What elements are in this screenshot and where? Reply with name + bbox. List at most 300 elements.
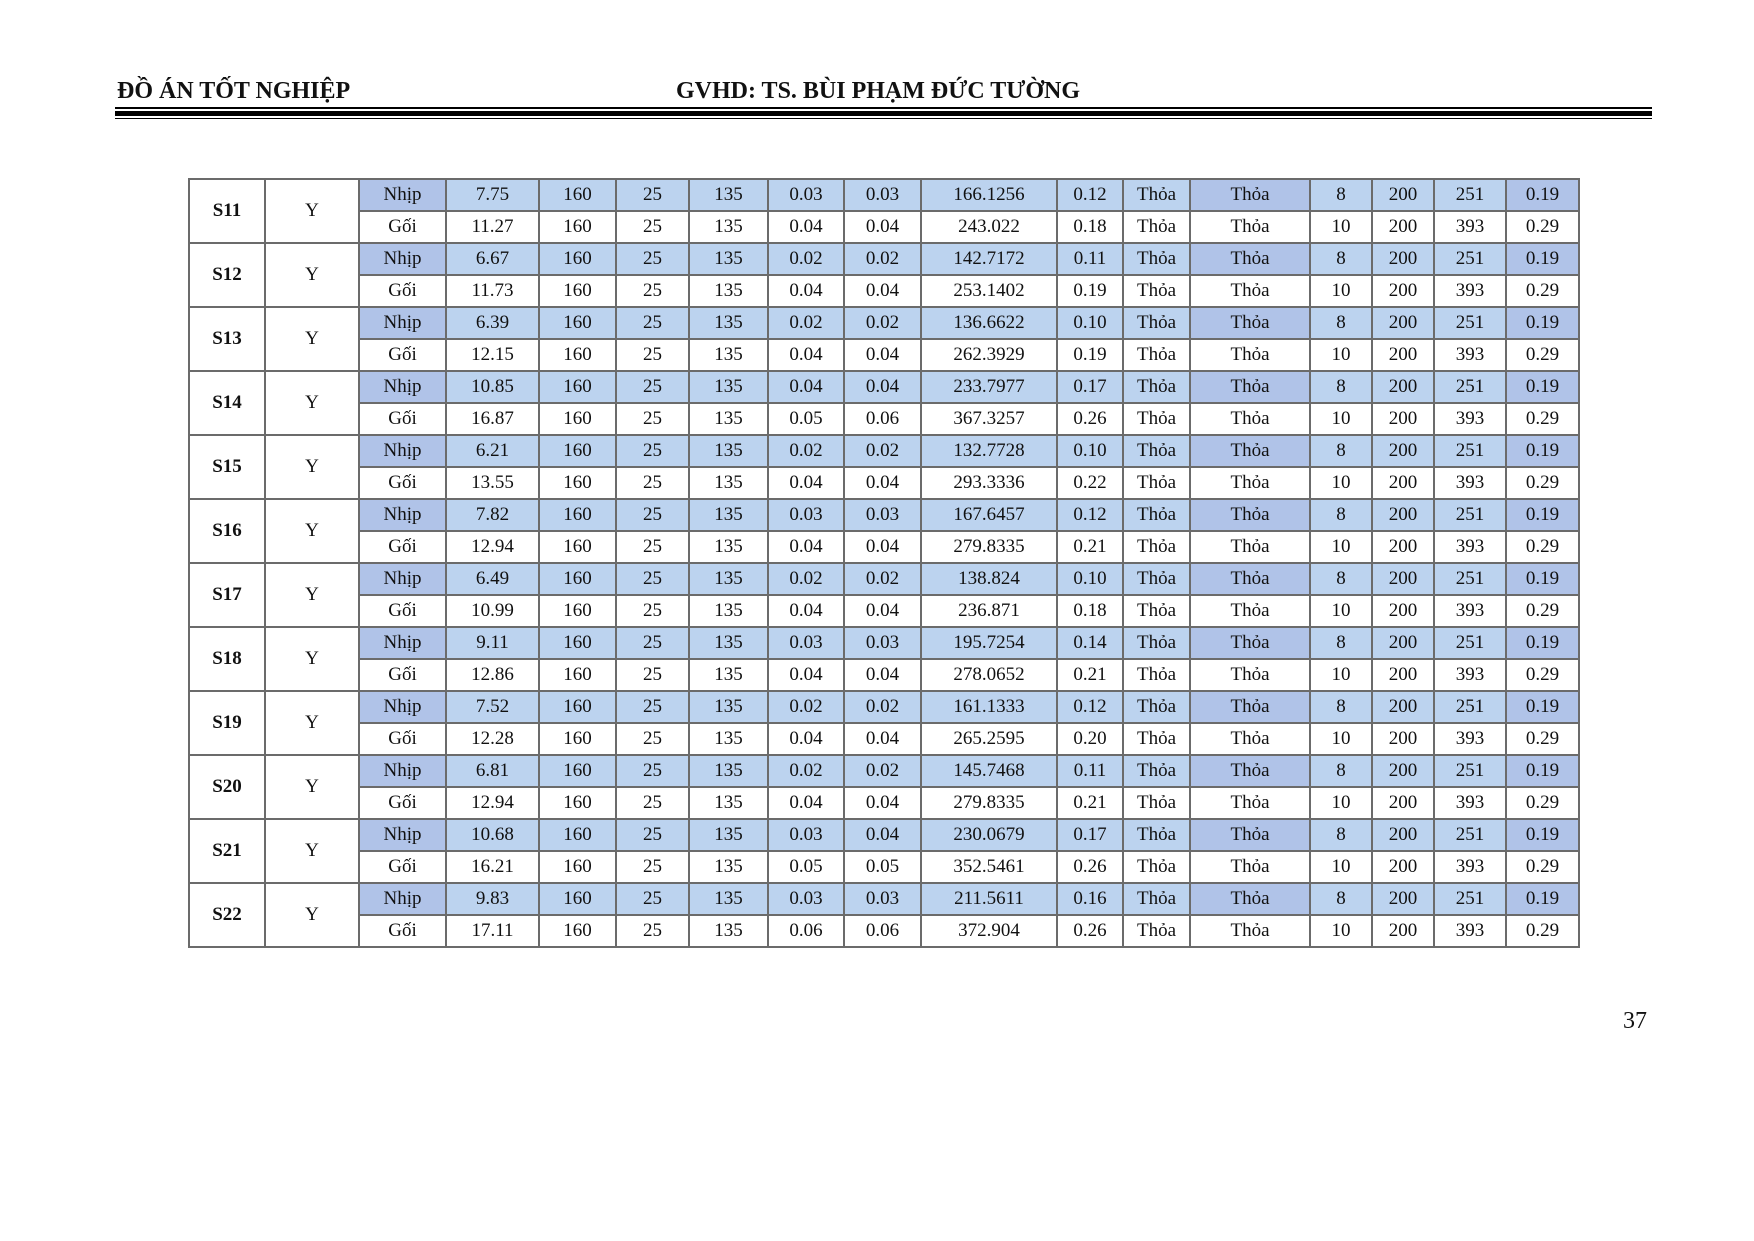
- table-cell: 236.871: [921, 595, 1057, 627]
- table-cell: 135: [689, 339, 768, 371]
- table-cell: 25: [616, 659, 689, 691]
- position-label: Gối: [359, 659, 446, 691]
- direction-label: Y: [265, 627, 359, 691]
- table-cell: 0.02: [768, 243, 844, 275]
- table-cell: 135: [689, 275, 768, 307]
- table-cell: 8: [1310, 243, 1372, 275]
- table-cell: 0.12: [1057, 499, 1123, 531]
- table-cell: Thỏa: [1190, 307, 1310, 339]
- position-label: Nhịp: [359, 307, 446, 339]
- table-cell: 200: [1372, 627, 1434, 659]
- table-cell: 251: [1434, 179, 1506, 211]
- table-cell: 10: [1310, 659, 1372, 691]
- table-cell: Thỏa: [1190, 787, 1310, 819]
- table-cell: 0.29: [1506, 595, 1579, 627]
- slab-label: S16: [189, 499, 265, 563]
- table-cell: 10: [1310, 339, 1372, 371]
- table-cell: 200: [1372, 403, 1434, 435]
- table-row: [189, 659, 1579, 691]
- table-body: [189, 179, 1579, 947]
- position-label: Gối: [359, 915, 446, 947]
- table-cell: 135: [689, 243, 768, 275]
- position-label: Nhịp: [359, 499, 446, 531]
- table-cell: Thỏa: [1123, 563, 1190, 595]
- table-cell: 8: [1310, 819, 1372, 851]
- table-cell: 0.04: [844, 371, 921, 403]
- table-cell: 160: [539, 627, 616, 659]
- table-cell: 0.04: [768, 723, 844, 755]
- table-cell: Thỏa: [1190, 627, 1310, 659]
- table-cell: Thỏa: [1190, 371, 1310, 403]
- table-cell: 0.04: [844, 211, 921, 243]
- table-cell: 160: [539, 307, 616, 339]
- table-row: [189, 915, 1579, 947]
- table-cell: 200: [1372, 755, 1434, 787]
- table-cell: 0.19: [1506, 563, 1579, 595]
- table-cell: 251: [1434, 883, 1506, 915]
- table-cell: 0.05: [768, 403, 844, 435]
- position-label: Gối: [359, 339, 446, 371]
- table-cell: 8: [1310, 499, 1372, 531]
- table-cell: 10: [1310, 531, 1372, 563]
- table-cell: 0.20: [1057, 723, 1123, 755]
- table-cell: 253.1402: [921, 275, 1057, 307]
- table-cell: 200: [1372, 691, 1434, 723]
- table-cell: 230.0679: [921, 819, 1057, 851]
- table-cell: 8: [1310, 691, 1372, 723]
- table-cell: 200: [1372, 563, 1434, 595]
- table-cell: 393: [1434, 723, 1506, 755]
- table-cell: 0.29: [1506, 787, 1579, 819]
- position-label: Gối: [359, 787, 446, 819]
- table-cell: 8: [1310, 179, 1372, 211]
- table-cell: 25: [616, 371, 689, 403]
- table-cell: 160: [539, 723, 616, 755]
- table-cell: 0.10: [1057, 307, 1123, 339]
- table-cell: 251: [1434, 755, 1506, 787]
- table-cell: 0.19: [1057, 339, 1123, 371]
- table-cell: Thỏa: [1190, 691, 1310, 723]
- table-cell: 393: [1434, 659, 1506, 691]
- table-cell: 25: [616, 179, 689, 211]
- table-cell: 135: [689, 499, 768, 531]
- table-row: [189, 371, 1579, 403]
- table-cell: 0.10: [1057, 435, 1123, 467]
- table-cell: 0.18: [1057, 595, 1123, 627]
- table-cell: 293.3336: [921, 467, 1057, 499]
- table-cell: 0.03: [844, 627, 921, 659]
- table-cell: 0.04: [768, 659, 844, 691]
- table-cell: 25: [616, 723, 689, 755]
- table-cell: Thỏa: [1123, 755, 1190, 787]
- slab-label: S11: [189, 179, 265, 243]
- table-cell: 0.04: [768, 531, 844, 563]
- table-cell: 0.29: [1506, 723, 1579, 755]
- position-label: Nhịp: [359, 691, 446, 723]
- table-cell: 393: [1434, 275, 1506, 307]
- table-cell: 0.05: [844, 851, 921, 883]
- table-cell: 211.5611: [921, 883, 1057, 915]
- header-rule-thin-bottom: [115, 118, 1652, 119]
- table-cell: Thỏa: [1123, 787, 1190, 819]
- table-cell: 251: [1434, 819, 1506, 851]
- table-cell: 200: [1372, 275, 1434, 307]
- table-row: [189, 787, 1579, 819]
- table-row: [189, 403, 1579, 435]
- table-cell: 0.22: [1057, 467, 1123, 499]
- table-cell: 0.17: [1057, 371, 1123, 403]
- table-cell: 160: [539, 755, 616, 787]
- table-cell: 160: [539, 595, 616, 627]
- table-cell: 0.26: [1057, 403, 1123, 435]
- position-label: Nhịp: [359, 755, 446, 787]
- table-cell: 25: [616, 307, 689, 339]
- table-cell: 10: [1310, 467, 1372, 499]
- table-cell: 11.73: [446, 275, 539, 307]
- table-row: [189, 627, 1579, 659]
- table-row: [189, 435, 1579, 467]
- table-cell: 0.06: [768, 915, 844, 947]
- table-cell: Thỏa: [1190, 275, 1310, 307]
- table-cell: 145.7468: [921, 755, 1057, 787]
- table-cell: 160: [539, 275, 616, 307]
- table-cell: Thỏa: [1190, 435, 1310, 467]
- table-cell: 0.21: [1057, 531, 1123, 563]
- table-cell: 200: [1372, 339, 1434, 371]
- table-cell: Thỏa: [1123, 723, 1190, 755]
- table-cell: 160: [539, 787, 616, 819]
- table-cell: 0.02: [768, 563, 844, 595]
- table-cell: 0.19: [1506, 691, 1579, 723]
- table-cell: Thỏa: [1123, 691, 1190, 723]
- table-cell: 160: [539, 659, 616, 691]
- table-row: [189, 819, 1579, 851]
- table-cell: 0.06: [844, 403, 921, 435]
- table-cell: 0.29: [1506, 915, 1579, 947]
- table-cell: 0.29: [1506, 275, 1579, 307]
- table-cell: 25: [616, 467, 689, 499]
- table-cell: 25: [616, 275, 689, 307]
- table-cell: Thỏa: [1123, 403, 1190, 435]
- table-cell: 0.29: [1506, 403, 1579, 435]
- slab-label: S19: [189, 691, 265, 755]
- table-cell: 0.04: [844, 819, 921, 851]
- table-row: [189, 563, 1579, 595]
- table-row: [189, 339, 1579, 371]
- table-cell: 25: [616, 563, 689, 595]
- table-cell: 135: [689, 371, 768, 403]
- table-cell: 0.04: [768, 371, 844, 403]
- table-cell: 135: [689, 563, 768, 595]
- table-cell: 8: [1310, 755, 1372, 787]
- table-cell: 135: [689, 723, 768, 755]
- table-cell: 25: [616, 531, 689, 563]
- table-cell: 0.19: [1506, 627, 1579, 659]
- table-cell: 262.3929: [921, 339, 1057, 371]
- table-cell: 135: [689, 435, 768, 467]
- position-label: Nhịp: [359, 371, 446, 403]
- table-cell: 0.12: [1057, 691, 1123, 723]
- slab-label: S17: [189, 563, 265, 627]
- table-cell: 7.52: [446, 691, 539, 723]
- table-cell: 0.19: [1506, 371, 1579, 403]
- table-cell: 135: [689, 595, 768, 627]
- table-cell: 200: [1372, 531, 1434, 563]
- table-cell: 265.2595: [921, 723, 1057, 755]
- table-cell: 0.03: [844, 883, 921, 915]
- table-cell: 135: [689, 467, 768, 499]
- table-cell: Thỏa: [1190, 659, 1310, 691]
- table-row: [189, 243, 1579, 275]
- table-cell: 25: [616, 755, 689, 787]
- table-cell: Thỏa: [1190, 563, 1310, 595]
- table-cell: 0.02: [768, 307, 844, 339]
- table-cell: 135: [689, 211, 768, 243]
- table-cell: Thỏa: [1190, 403, 1310, 435]
- table-cell: 160: [539, 339, 616, 371]
- table-cell: 8: [1310, 627, 1372, 659]
- table-cell: Thỏa: [1123, 499, 1190, 531]
- table-cell: 200: [1372, 723, 1434, 755]
- table-cell: 233.7977: [921, 371, 1057, 403]
- table-cell: 393: [1434, 851, 1506, 883]
- table-cell: 9.83: [446, 883, 539, 915]
- table-cell: 8: [1310, 371, 1372, 403]
- table-cell: 393: [1434, 403, 1506, 435]
- table-cell: 135: [689, 403, 768, 435]
- table-cell: 200: [1372, 595, 1434, 627]
- table-cell: 0.03: [768, 179, 844, 211]
- table-cell: 200: [1372, 499, 1434, 531]
- table-cell: 12.28: [446, 723, 539, 755]
- table-cell: 10: [1310, 723, 1372, 755]
- table-row: [189, 755, 1579, 787]
- position-label: Gối: [359, 851, 446, 883]
- header-rule-thick: [115, 111, 1652, 116]
- table-cell: 0.16: [1057, 883, 1123, 915]
- table-cell: 160: [539, 179, 616, 211]
- table-cell: Thỏa: [1123, 659, 1190, 691]
- table-cell: 0.26: [1057, 915, 1123, 947]
- table-cell: 8: [1310, 883, 1372, 915]
- table-cell: 352.5461: [921, 851, 1057, 883]
- direction-label: Y: [265, 179, 359, 243]
- table-cell: Thỏa: [1190, 915, 1310, 947]
- position-label: Nhịp: [359, 627, 446, 659]
- table-row: [189, 851, 1579, 883]
- slab-label: S15: [189, 435, 265, 499]
- table-cell: 0.19: [1506, 499, 1579, 531]
- table-cell: 142.7172: [921, 243, 1057, 275]
- table-row: [189, 499, 1579, 531]
- table-cell: 161.1333: [921, 691, 1057, 723]
- position-label: Nhịp: [359, 883, 446, 915]
- table-cell: 6.21: [446, 435, 539, 467]
- slab-label: S12: [189, 243, 265, 307]
- table-cell: Thỏa: [1190, 883, 1310, 915]
- table-cell: 393: [1434, 595, 1506, 627]
- table-cell: 0.29: [1506, 851, 1579, 883]
- table-cell: 9.11: [446, 627, 539, 659]
- table-cell: 25: [616, 403, 689, 435]
- table-cell: Thỏa: [1190, 851, 1310, 883]
- position-label: Nhịp: [359, 243, 446, 275]
- table-row: [189, 691, 1579, 723]
- results-table: [188, 178, 1580, 948]
- table-cell: 160: [539, 691, 616, 723]
- direction-label: Y: [265, 883, 359, 947]
- table-cell: 13.55: [446, 467, 539, 499]
- table-cell: 200: [1372, 243, 1434, 275]
- slab-label: S20: [189, 755, 265, 819]
- table-cell: 0.19: [1057, 275, 1123, 307]
- table-cell: 393: [1434, 339, 1506, 371]
- table-cell: 10: [1310, 787, 1372, 819]
- slab-label: S21: [189, 819, 265, 883]
- table-cell: 160: [539, 883, 616, 915]
- table-cell: 0.03: [844, 499, 921, 531]
- table-cell: 25: [616, 851, 689, 883]
- table-cell: 0.18: [1057, 211, 1123, 243]
- table-cell: 0.04: [844, 787, 921, 819]
- table-cell: 0.06: [844, 915, 921, 947]
- table-cell: 7.82: [446, 499, 539, 531]
- table-cell: Thỏa: [1123, 467, 1190, 499]
- table-cell: 0.29: [1506, 659, 1579, 691]
- header-right-title: GVHD: TS. BÙI PHẠM ĐỨC TƯỜNG: [676, 78, 1081, 104]
- table-cell: 16.21: [446, 851, 539, 883]
- table-cell: 0.04: [844, 595, 921, 627]
- table-cell: 0.02: [768, 755, 844, 787]
- table-cell: 200: [1372, 851, 1434, 883]
- header-left-title: ĐỒ ÁN TỐT NGHIỆP: [117, 78, 351, 104]
- table-cell: 25: [616, 499, 689, 531]
- table-cell: 12.86: [446, 659, 539, 691]
- table-cell: 135: [689, 627, 768, 659]
- table-cell: Thỏa: [1190, 723, 1310, 755]
- table-cell: 195.7254: [921, 627, 1057, 659]
- table-cell: Thỏa: [1123, 819, 1190, 851]
- table-cell: Thỏa: [1123, 851, 1190, 883]
- table-row: [189, 307, 1579, 339]
- table-cell: 135: [689, 915, 768, 947]
- direction-label: Y: [265, 307, 359, 371]
- table-cell: Thỏa: [1123, 627, 1190, 659]
- table-cell: 279.8335: [921, 787, 1057, 819]
- table-cell: Thỏa: [1123, 307, 1190, 339]
- position-label: Gối: [359, 275, 446, 307]
- table-cell: 167.6457: [921, 499, 1057, 531]
- table-cell: 200: [1372, 435, 1434, 467]
- table-cell: 17.11: [446, 915, 539, 947]
- table-cell: 135: [689, 755, 768, 787]
- table-cell: 135: [689, 851, 768, 883]
- table-cell: 0.02: [768, 435, 844, 467]
- table-row: [189, 595, 1579, 627]
- table-cell: 0.19: [1506, 883, 1579, 915]
- table-cell: 135: [689, 179, 768, 211]
- table-cell: 0.12: [1057, 179, 1123, 211]
- table-cell: 0.04: [844, 339, 921, 371]
- table-cell: 200: [1372, 883, 1434, 915]
- table-cell: 278.0652: [921, 659, 1057, 691]
- table-cell: 160: [539, 435, 616, 467]
- table-cell: 160: [539, 371, 616, 403]
- table-cell: 8: [1310, 563, 1372, 595]
- table-cell: 393: [1434, 787, 1506, 819]
- table-cell: 0.26: [1057, 851, 1123, 883]
- table-cell: 10: [1310, 915, 1372, 947]
- table-cell: Thỏa: [1190, 467, 1310, 499]
- table-cell: 0.03: [768, 627, 844, 659]
- table-cell: 138.824: [921, 563, 1057, 595]
- table-cell: 25: [616, 787, 689, 819]
- table-cell: 0.21: [1057, 659, 1123, 691]
- table-cell: 0.29: [1506, 467, 1579, 499]
- table-cell: 0.19: [1506, 179, 1579, 211]
- table-cell: 10.85: [446, 371, 539, 403]
- direction-label: Y: [265, 243, 359, 307]
- table-cell: 0.02: [844, 563, 921, 595]
- table-cell: Thỏa: [1123, 371, 1190, 403]
- table-cell: 0.04: [768, 211, 844, 243]
- table-cell: 0.05: [768, 851, 844, 883]
- direction-label: Y: [265, 563, 359, 627]
- slab-label: S22: [189, 883, 265, 947]
- table-cell: 0.03: [844, 179, 921, 211]
- table-cell: Thỏa: [1123, 339, 1190, 371]
- table-cell: 251: [1434, 371, 1506, 403]
- table-cell: 251: [1434, 499, 1506, 531]
- table-cell: 0.03: [768, 883, 844, 915]
- table-cell: 12.94: [446, 787, 539, 819]
- table-cell: 0.04: [844, 723, 921, 755]
- table-cell: 0.19: [1506, 755, 1579, 787]
- direction-label: Y: [265, 819, 359, 883]
- table-cell: 0.19: [1506, 307, 1579, 339]
- table-cell: 0.29: [1506, 339, 1579, 371]
- table-cell: 0.02: [844, 243, 921, 275]
- table-cell: 25: [616, 595, 689, 627]
- table-cell: 10: [1310, 595, 1372, 627]
- position-label: Nhịp: [359, 179, 446, 211]
- table-cell: 367.3257: [921, 403, 1057, 435]
- table-cell: 160: [539, 499, 616, 531]
- table-cell: 135: [689, 787, 768, 819]
- table-cell: Thỏa: [1190, 179, 1310, 211]
- table-cell: 25: [616, 339, 689, 371]
- table-cell: 0.02: [768, 691, 844, 723]
- position-label: Gối: [359, 723, 446, 755]
- table-cell: 0.04: [768, 787, 844, 819]
- table-cell: 0.17: [1057, 819, 1123, 851]
- table-cell: 243.022: [921, 211, 1057, 243]
- table-cell: 6.39: [446, 307, 539, 339]
- table-cell: Thỏa: [1123, 211, 1190, 243]
- position-label: Gối: [359, 531, 446, 563]
- table-cell: 135: [689, 659, 768, 691]
- table-cell: 6.49: [446, 563, 539, 595]
- table-cell: 11.27: [446, 211, 539, 243]
- table-cell: 0.02: [844, 755, 921, 787]
- table-cell: Thỏa: [1123, 883, 1190, 915]
- table-cell: 160: [539, 531, 616, 563]
- table-cell: 25: [616, 627, 689, 659]
- slab-label: S14: [189, 371, 265, 435]
- position-label: Gối: [359, 211, 446, 243]
- table-cell: 0.04: [768, 339, 844, 371]
- table-cell: 200: [1372, 819, 1434, 851]
